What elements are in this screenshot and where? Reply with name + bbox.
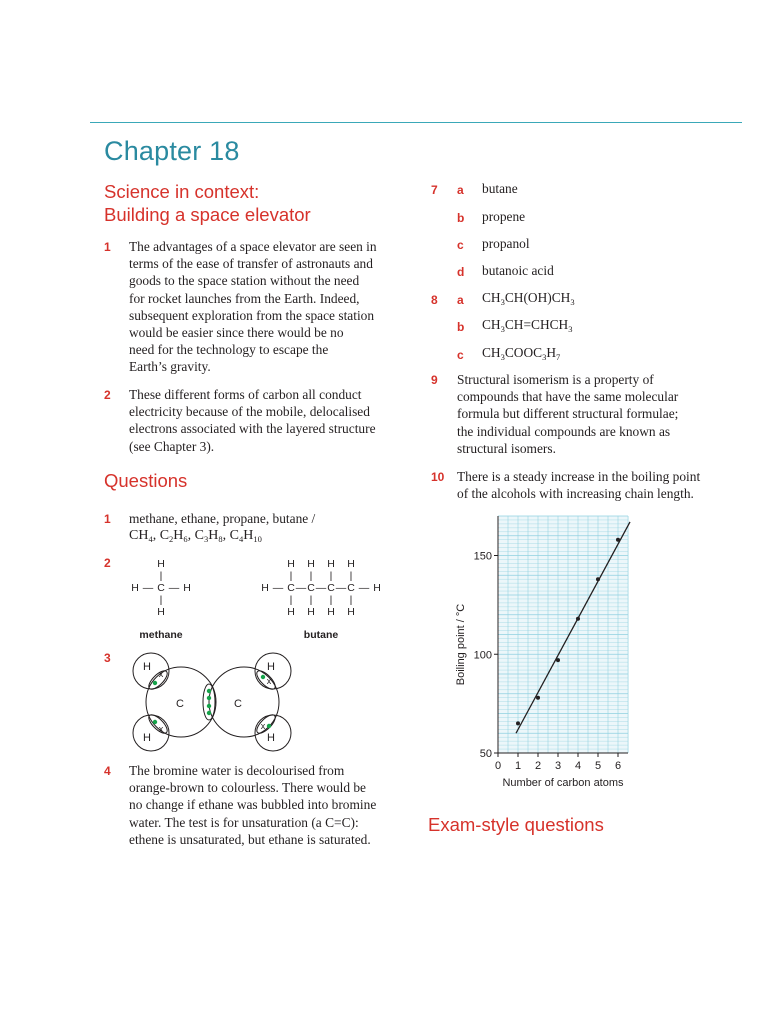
x-axis-label: Number of carbon atoms: [502, 777, 624, 789]
sc-item-2-number: 2: [104, 388, 111, 402]
cross-electron: x: [158, 724, 164, 734]
text-line: electrons associated with the layered structure: [129, 421, 376, 437]
bond-v: |: [289, 593, 293, 606]
butane-structure: [261, 558, 381, 618]
text-line: subsequent exploration from the space station: [129, 307, 375, 323]
bond-h: —: [142, 581, 154, 594]
data-point: [596, 577, 600, 581]
q7d-answer: butanoic acid: [482, 263, 554, 278]
q7a-letter: a: [457, 183, 464, 197]
atom-h: H: [267, 660, 275, 673]
exam-style-heading: Exam-style questions: [428, 814, 604, 835]
text-line: would be easier since there would be no: [129, 325, 344, 341]
bond-h: —: [315, 581, 327, 594]
y-tick-label: 150: [473, 550, 492, 563]
electron-dot: [207, 711, 211, 715]
y-tick-label: 100: [473, 649, 492, 662]
q8a-answer: $CH_3CH(OH)CH_3$: [482, 290, 575, 307]
text-line: The bromine water is decolourised from: [129, 763, 345, 778]
bond-v: |: [289, 569, 293, 582]
text-line: goods to the space station without the need: [129, 273, 360, 289]
chapter-title: Chapter 18: [104, 136, 240, 166]
science-context-heading-line1: Science in context:: [104, 181, 260, 202]
data-point: [556, 658, 560, 662]
q4-text: [129, 762, 376, 848]
sc-item-1-number: 1: [104, 240, 111, 254]
data-point: [616, 538, 620, 542]
atom-h: H: [287, 557, 295, 570]
text-line: Structural isomerism is a property of: [457, 372, 654, 387]
q3-dot-cross-diagram: [125, 650, 305, 755]
bond-h: —: [272, 581, 284, 594]
text-line: need for the technology to escape the: [129, 342, 329, 358]
atom-h: H: [307, 605, 315, 618]
atom-h: H: [157, 557, 165, 570]
atom-c: C: [287, 581, 295, 594]
q8c-letter: c: [457, 348, 464, 362]
atom-h: H: [327, 557, 335, 570]
data-point: [576, 617, 580, 621]
text-line: structural isomers.: [457, 440, 556, 456]
q1-text: [129, 510, 315, 544]
atom-h: H: [327, 605, 335, 618]
atom-h: H: [261, 581, 269, 594]
text-line: (see Chapter 3).: [129, 438, 215, 454]
atom-h: H: [143, 660, 151, 673]
atom-c: C: [347, 581, 355, 594]
text-line: of the alcohols with increasing chain length.: [457, 486, 694, 502]
x-tick-label: 3: [554, 760, 562, 772]
q8b-letter: b: [457, 320, 465, 334]
chart-grid: [498, 516, 628, 753]
bond-h: —: [335, 581, 347, 594]
atom-h: H: [373, 581, 381, 594]
atom-h: H: [347, 557, 355, 570]
q2-number: 2: [104, 556, 111, 570]
atom-h: H: [143, 731, 151, 744]
chart-ticks: [474, 551, 621, 773]
text-line: the individual compounds are known as: [457, 423, 671, 439]
q2-structural-formulas: [125, 553, 415, 645]
boiling-point-chart: [450, 508, 640, 793]
text-line: compounds that have the same molecular: [457, 389, 679, 405]
sc-item-1-text: [129, 238, 377, 376]
bond-v: |: [159, 569, 163, 582]
cross-electron: x: [158, 669, 164, 679]
questions-heading: Questions: [104, 470, 188, 491]
q7a-answer: butane: [482, 181, 518, 196]
q7-number: 7: [431, 183, 438, 197]
bond-v: |: [349, 593, 353, 606]
atom-h: H: [287, 605, 295, 618]
q1-number: 1: [104, 512, 111, 526]
q8b-answer: $CH_3CH=CHCH_3$: [482, 317, 573, 334]
q7b-answer: propene: [482, 209, 526, 224]
y-axis-label: Boiling point / °C: [455, 603, 467, 686]
atom-h: H: [131, 581, 139, 594]
cross-electron: x: [260, 721, 266, 731]
atom-c: C: [234, 697, 242, 710]
bond-h: —: [295, 581, 307, 594]
text-line: water. The test is for unsaturation (a C=C):: [129, 814, 359, 830]
bond-v: |: [329, 593, 333, 606]
q7c-letter: c: [457, 238, 464, 252]
q4-number: 4: [104, 764, 111, 778]
text-line: formula but different structural formulae;: [457, 406, 679, 422]
atom-h: H: [347, 605, 355, 618]
atom-h: H: [307, 557, 315, 570]
q3-number: 3: [104, 651, 111, 665]
data-point: [536, 696, 540, 700]
text-line: ethene is unsaturated, but ethane is saturated.: [129, 831, 371, 847]
data-point: [516, 721, 520, 725]
q7d-letter: d: [457, 265, 465, 279]
q7b-letter: b: [457, 211, 465, 225]
text-line: Earth’s gravity.: [129, 359, 211, 375]
atom-c: C: [327, 581, 335, 594]
methane-label: methane: [139, 628, 183, 641]
x-tick-label: 0: [494, 760, 502, 772]
text-line: There is a steady increase in the boiling point: [457, 469, 701, 484]
science-context-heading: [104, 180, 311, 226]
electron-dot: [207, 696, 211, 700]
formula-methane: $CH_4$,: [129, 528, 160, 545]
q9-number: 9: [431, 373, 438, 387]
text-line: These different forms of carbon all conduct: [129, 387, 362, 402]
text-line: for rocket launches from the Earth. Indeed,: [129, 290, 360, 306]
formula-butane: $C_4H_{10}$: [229, 528, 262, 545]
text-line: The advantages of a space elevator are seen in: [129, 239, 377, 254]
atom-h: H: [157, 605, 165, 618]
top-rule: [90, 122, 742, 123]
q9-text: [457, 371, 678, 457]
y-tick-label: 50: [479, 748, 492, 760]
text-line: electricity because of the mobile, delocalised: [129, 404, 370, 420]
cross-electron: x: [266, 676, 272, 686]
bond-v: |: [349, 569, 353, 582]
formula-ethane: $C_2H_6$,: [159, 528, 195, 545]
electron-dot: [267, 724, 271, 728]
q10-text: [457, 468, 700, 502]
text-line: orange-brown to colourless. There would be: [129, 780, 366, 796]
electron-dot: [261, 675, 265, 679]
q10-number: 10: [431, 470, 445, 484]
electron-dot: [207, 689, 211, 693]
atom-h: H: [267, 731, 275, 744]
atom-c: C: [176, 697, 184, 710]
electron-dot: [207, 704, 211, 708]
x-tick-label: 4: [574, 760, 582, 772]
electron-dot: [153, 720, 157, 724]
sc-item-2-text: [129, 386, 376, 455]
atom-c: C: [157, 581, 165, 594]
q8a-letter: a: [457, 293, 464, 307]
electron-dot: [153, 681, 157, 685]
science-context-heading-line2: Building a space elevator: [104, 204, 311, 225]
text-line: terms of the ease of transfer of astronauts and: [129, 256, 373, 272]
bond-v: |: [309, 593, 313, 606]
x-tick-label: 6: [614, 760, 622, 772]
atom-h: H: [183, 581, 191, 594]
x-tick-label: 2: [534, 760, 542, 772]
atom-c: C: [307, 581, 315, 594]
q1-formulas: [129, 527, 315, 544]
q1-line1: methane, ethane, propane, butane /: [129, 511, 316, 526]
text-line: no change if ethane was bubbled into bromine: [129, 797, 377, 813]
q8c-answer: $CH_3COOC_3H_7$: [482, 345, 561, 362]
q8-number: 8: [431, 293, 438, 307]
bond-v: |: [309, 569, 313, 582]
formula-propane: $C_3H_8$,: [194, 528, 230, 545]
butane-label: butane: [303, 628, 339, 641]
bond-h: —: [358, 581, 370, 594]
bond-v: |: [329, 569, 333, 582]
x-tick-label: 1: [514, 760, 522, 772]
x-tick-label: 5: [594, 760, 602, 772]
methane-structure: [131, 558, 191, 618]
bond-h: —: [168, 581, 180, 594]
q7c-answer: propanol: [482, 236, 530, 251]
bond-v: |: [159, 593, 163, 606]
